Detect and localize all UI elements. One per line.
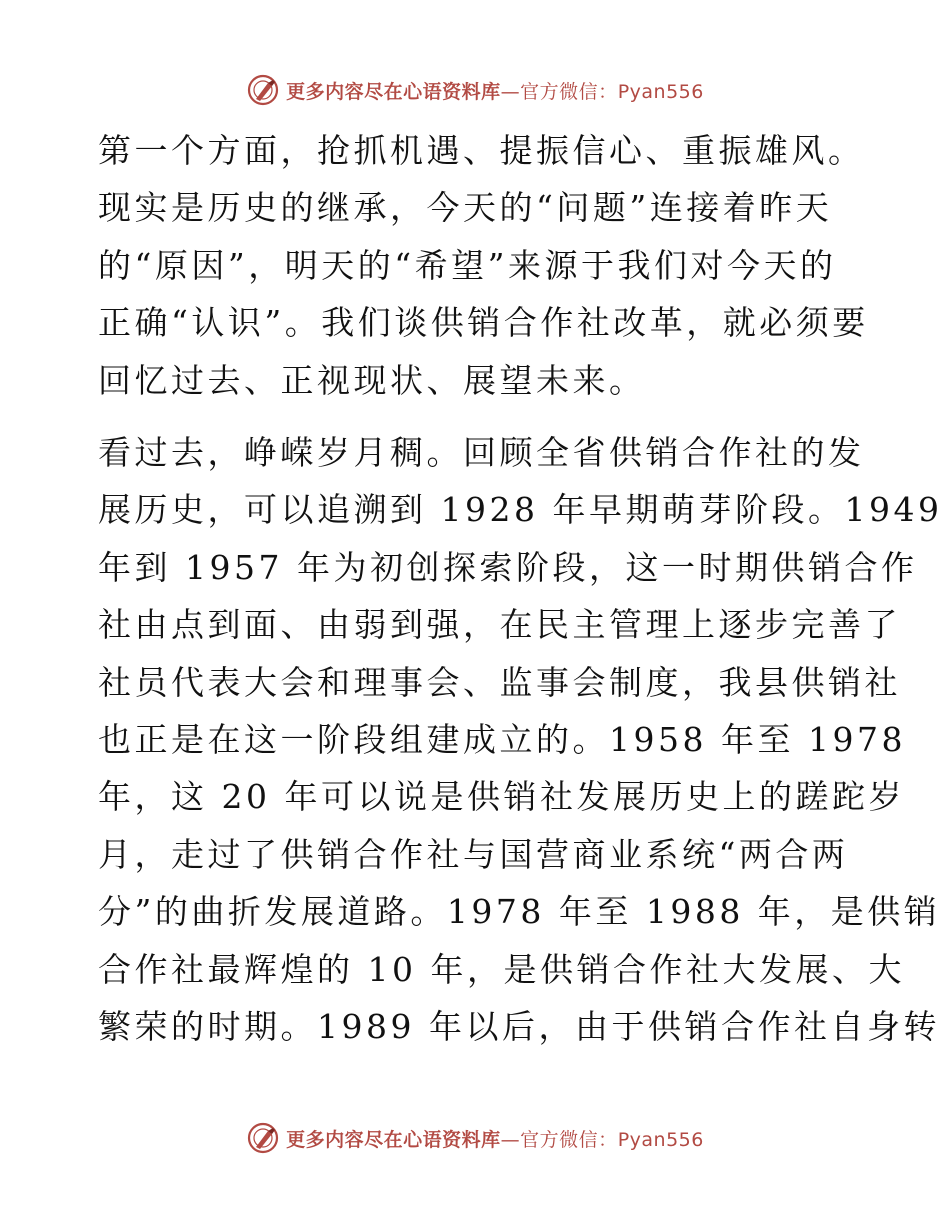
text-line: 社由点到面、由弱到强，在民主管理上逐步完善了 <box>98 605 901 645</box>
watermark-dash: — <box>500 1128 521 1151</box>
pen-nib-circle-icon <box>246 1121 280 1155</box>
watermark-wechat-label: 官方微信： <box>520 1128 618 1151</box>
footer-watermark <box>0 1118 950 1158</box>
watermark-wechat-label: 官方微信： <box>520 80 618 103</box>
watermark-text <box>286 77 704 104</box>
text-line: 年，这 20 年可以说是供销社发展历史上的蹉跎岁 <box>98 777 905 817</box>
text-line: 的“原因”，明天的“希望”来源于我们对今天的 <box>98 245 837 285</box>
paragraph-2 <box>98 424 943 1055</box>
text-line: 也正是在这一阶段组建成立的。1958 年至 1978 <box>98 720 906 760</box>
text-line: 繁荣的时期。1989 年以后，由于供销合作社自身转 <box>98 1007 940 1047</box>
header-watermark <box>0 70 950 110</box>
watermark-main-text: 更多内容尽在心语资料库 <box>286 1128 501 1151</box>
watermark-dash: — <box>500 80 521 103</box>
text-line: 看过去，峥嵘岁月稠。回顾全省供销合作社的发 <box>98 433 865 473</box>
document-body <box>98 122 943 1056</box>
paragraph-1 <box>98 122 869 409</box>
text-line: 现实是历史的继承，今天的“问题”连接着昨天 <box>98 188 833 228</box>
watermark-wechat-id: Pyan556 <box>617 80 704 103</box>
watermark-wechat-id: Pyan556 <box>617 1128 704 1151</box>
pen-nib-circle-icon <box>246 73 280 107</box>
text-line: 年到 1957 年为初创探索阶段，这一时期供销合作 <box>98 547 918 587</box>
text-line: 月，走过了供销合作社与国营商业系统“两合两 <box>98 834 849 874</box>
text-line: 回忆过去、正视现状、展望未来。 <box>98 360 646 400</box>
text-line: 社员代表大会和理事会、监事会制度，我县供销社 <box>98 662 901 702</box>
watermark-text <box>286 1125 704 1152</box>
text-line: 展历史，可以追溯到 1928 年早期萌芽阶段。1949 <box>98 490 943 530</box>
text-line: 第一个方面，抢抓机遇、提振信心、重振雄风。 <box>98 131 865 170</box>
text-line: 合作社最辉煌的 10 年，是供销合作社大发展、大 <box>98 949 905 989</box>
watermark-main-text: 更多内容尽在心语资料库 <box>286 80 501 103</box>
text-line: 正确“认识”。我们谈供销合作社改革，就必须要 <box>98 303 869 343</box>
text-line: 分”的曲折发展道路。1978 年至 1988 年，是供销 <box>98 892 941 932</box>
